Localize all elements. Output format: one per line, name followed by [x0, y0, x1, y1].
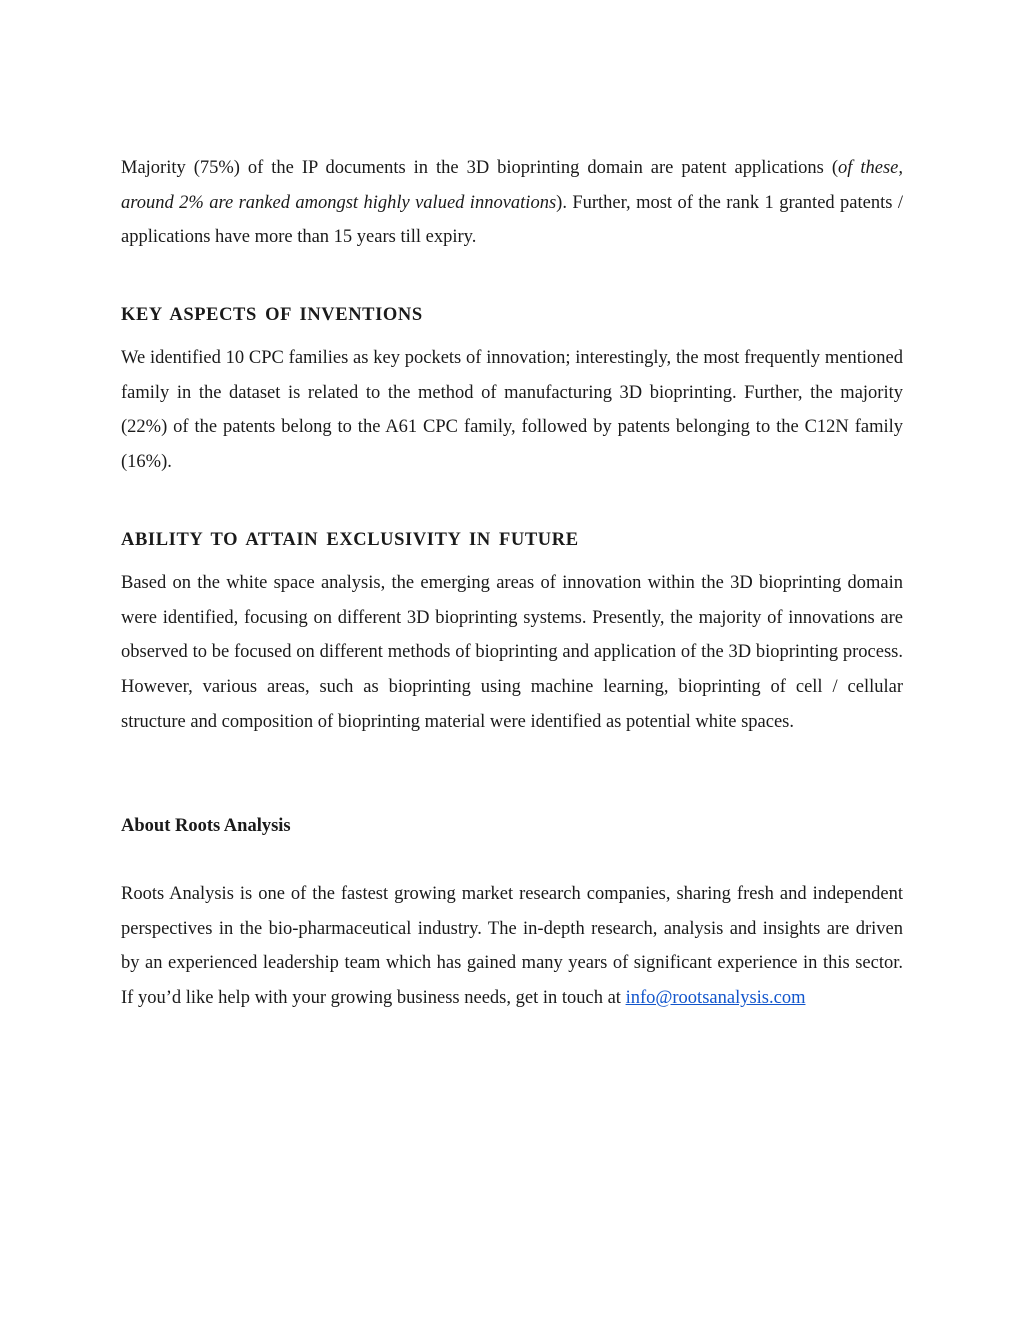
key-aspects-heading: KEY ASPECTS OF INVENTIONS [121, 305, 423, 325]
intro-paragraph [121, 151, 903, 255]
about-body-text: Roots Analysis is one of the fastest growing market research companies, sharing fresh and independent perspectives in the bio-pharmaceutical industry. The in-depth research, analysis and insights are driven by an experienced leadership team which has gained many years of significant experience in this sector. If you’d like help with your growing business needs, get in touch at [121, 884, 903, 1009]
intro-text-end: ). Further, most of the rank 1 granted patents / applications have more than 15 years till expiry. [121, 192, 904, 248]
key-aspects-paragraph: We identified 10 CPC families as key pockets of innovation; interestingly, the most frequently mentioned family in the dataset is related to the method of manufacturing 3D bioprinting. Further, the majority (22%) of the patents belong to the A61 CPC family, followed by patents belonging to the C12N family (16%). [121, 348, 903, 473]
exclusivity-paragraph: Based on the white space analysis, the emerging areas of innovation within the 3D bioprinting domain were identified, focusing on different 3D bioprinting systems. Presently, the majority of innovations are observed to be focused on different methods of bioprinting and application of the 3D bioprinting process. However, various areas, such as bioprinting using machine learning, bioprinting of cell / cellular structure and composition of bioprinting material were identified as potential white spaces. [121, 573, 903, 732]
email-link[interactable]: info@rootsanalysis.com [625, 988, 806, 1009]
about-heading: About Roots Analysis [121, 816, 291, 836]
exclusivity-heading: ABILITY TO ATTAIN EXCLUSIVITY IN FUTURE [121, 530, 579, 550]
intro-italic-text: of these, around 2% are ranked amongst highly valued innovations [121, 158, 903, 213]
intro-text-start: Majority (75%) of the IP documents in the 3D bioprinting domain are patent applications ( [121, 158, 838, 178]
about-paragraph [121, 877, 903, 1016]
